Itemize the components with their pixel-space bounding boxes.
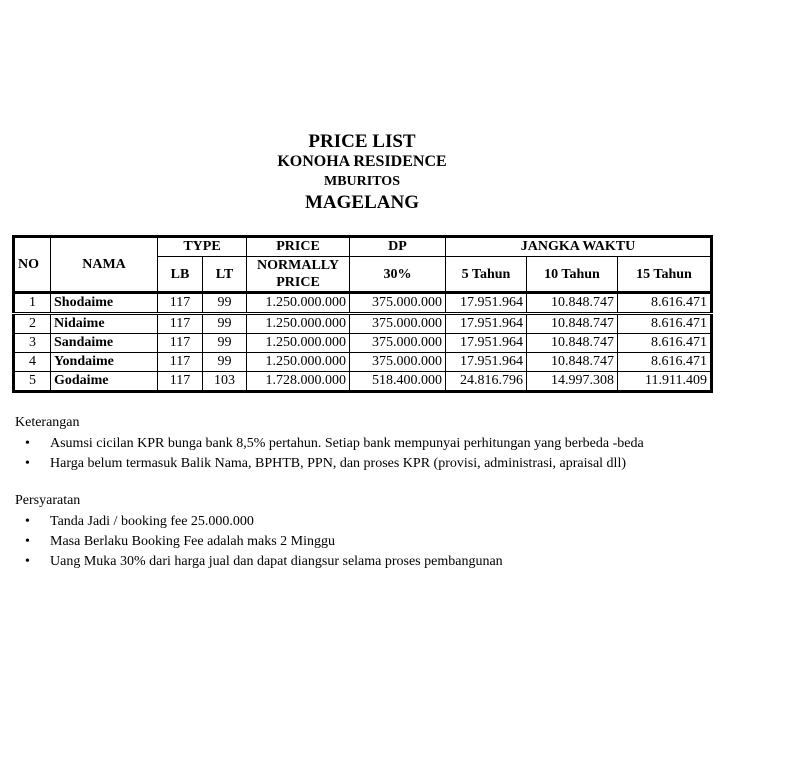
cell-dp: 518.400.000: [350, 372, 446, 392]
header-dp: DP: [350, 237, 446, 257]
header-type: TYPE: [158, 237, 247, 257]
cell-dp: 375.000.000: [350, 314, 446, 334]
price-table: [12, 235, 713, 393]
keterangan-section: [15, 413, 644, 474]
cell-no: 2: [14, 314, 51, 334]
cell-10-tahun: 14.997.308: [527, 372, 618, 392]
header-price: PRICE: [247, 237, 350, 257]
cell-nama: Nidaime: [51, 314, 158, 334]
header-normally-price: NORMALLY PRICE: [247, 257, 350, 293]
cell-price: 1.250.000.000: [247, 314, 350, 334]
persyaratan-title: Persyaratan: [15, 493, 81, 508]
city-name: MAGELANG: [305, 192, 419, 213]
cell-nama: Yondaime: [51, 353, 158, 372]
cell-lt: 103: [203, 372, 247, 392]
list-item: • Harga belum termasuk Balik Nama, BPHTB, PPN, dan proses KPR (provisi, administrasi, apraisal dll): [35, 454, 644, 474]
header-5-tahun: 5 Tahun: [446, 257, 527, 293]
cell-lb: 117: [158, 372, 203, 392]
cell-nama: Shodaime: [51, 293, 158, 314]
header-lb: LB: [158, 257, 203, 293]
cell-5-tahun: 24.816.796: [446, 372, 527, 392]
cell-5-tahun: 17.951.964: [446, 334, 527, 353]
header-nama: NAMA: [51, 237, 158, 293]
cell-no: 5: [14, 372, 51, 392]
cell-15-tahun: 11.911.409: [618, 372, 712, 392]
cell-lt: 99: [203, 353, 247, 372]
cell-5-tahun: 17.951.964: [446, 353, 527, 372]
header-lt: LT: [203, 257, 247, 293]
cell-price: 1.728.000.000: [247, 372, 350, 392]
header-dp-percent: 30%: [350, 257, 446, 293]
header-no: NO: [14, 237, 51, 293]
cell-15-tahun: 8.616.471: [618, 314, 712, 334]
price-list-header: [0, 132, 724, 214]
cell-nama: Godaime: [51, 372, 158, 392]
keterangan-list: [15, 434, 644, 474]
cell-price: 1.250.000.000: [247, 334, 350, 353]
cell-lb: 117: [158, 353, 203, 372]
cell-10-tahun: 10.848.747: [527, 314, 618, 334]
cell-10-tahun: 10.848.747: [527, 334, 618, 353]
cell-10-tahun: 10.848.747: [527, 293, 618, 314]
cell-no: 3: [14, 334, 51, 353]
cell-lt: 99: [203, 293, 247, 314]
persyaratan-section: [15, 491, 503, 572]
cell-15-tahun: 8.616.471: [618, 293, 712, 314]
cell-no: 4: [14, 353, 51, 372]
table-row: [14, 353, 712, 372]
cell-5-tahun: 17.951.964: [446, 293, 527, 314]
cell-15-tahun: 8.616.471: [618, 353, 712, 372]
table-row: [14, 334, 712, 353]
table-row: [14, 372, 712, 392]
cell-dp: 375.000.000: [350, 334, 446, 353]
persyaratan-list: [15, 512, 503, 572]
list-item: • Asumsi cicilan KPR bunga bank 8,5% pertahun. Setiap bank mempunyai perhitungan yang berbeda -beda: [35, 434, 644, 454]
list-item: • Uang Muka 30% dari harga jual dan dapat diangsur selama proses pembangunan: [35, 552, 503, 572]
cell-nama: Sandaime: [51, 334, 158, 353]
header-10-tahun: 10 Tahun: [527, 257, 618, 293]
table-row: [14, 314, 712, 334]
cell-price: 1.250.000.000: [247, 293, 350, 314]
cell-5-tahun: 17.951.964: [446, 314, 527, 334]
cell-10-tahun: 10.848.747: [527, 353, 618, 372]
cell-dp: 375.000.000: [350, 353, 446, 372]
cell-lb: 117: [158, 314, 203, 334]
list-item: • Masa Berlaku Booking Fee adalah maks 2 Minggu: [35, 532, 503, 552]
header-15-tahun: 15 Tahun: [618, 257, 712, 293]
cell-lt: 99: [203, 334, 247, 353]
cell-lb: 117: [158, 293, 203, 314]
table-row: [14, 293, 712, 314]
cell-15-tahun: 8.616.471: [618, 334, 712, 353]
list-item: • Tanda Jadi / booking fee 25.000.000: [35, 512, 503, 532]
cell-price: 1.250.000.000: [247, 353, 350, 372]
project-name: KONOHA RESIDENCE: [277, 153, 447, 170]
developer-name: MBURITOS: [324, 174, 400, 189]
cell-dp: 375.000.000: [350, 293, 446, 314]
header-jangka-waktu: JANGKA WAKTU: [446, 237, 712, 257]
cell-lb: 117: [158, 334, 203, 353]
cell-lt: 99: [203, 314, 247, 334]
document-title: PRICE LIST: [308, 131, 416, 152]
cell-no: 1: [14, 293, 51, 314]
keterangan-title: Keterangan: [15, 415, 80, 430]
